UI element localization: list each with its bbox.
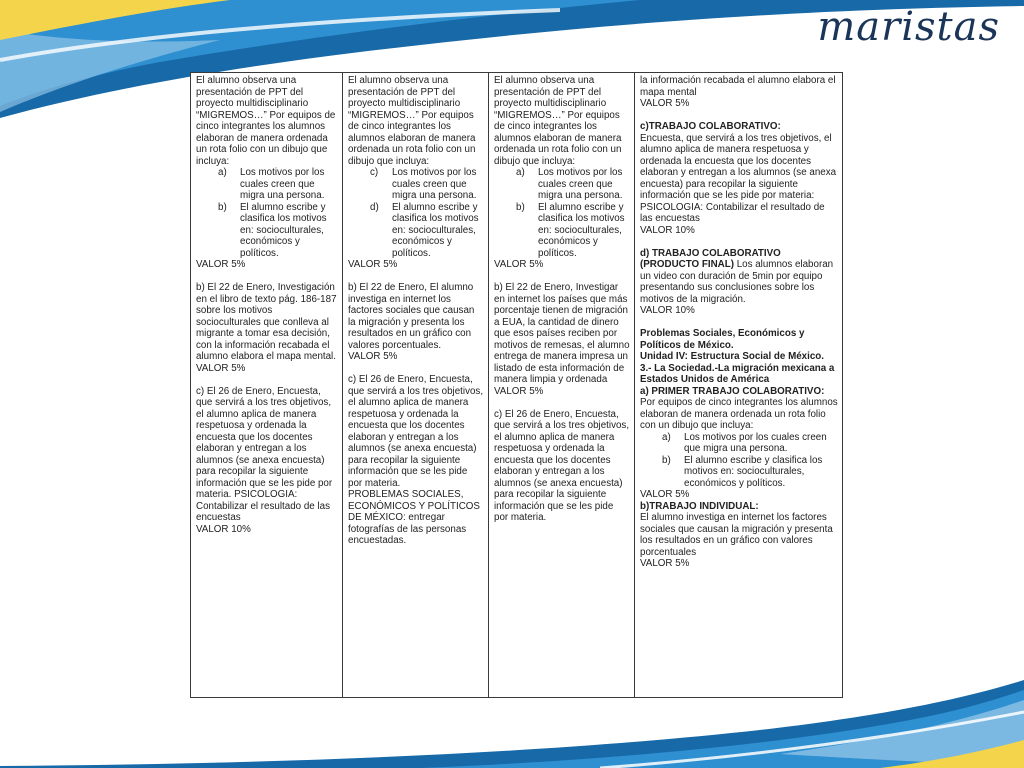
list-item-text: El alumno escribe y clasifica los motivos en: socioculturales, económicos y políticos. <box>684 454 823 489</box>
list-item-text: El alumno escribe y clasifica los motivos en: socioculturales, económicos y políticos. <box>240 201 327 259</box>
paragraph-b: b) El 22 de Enero, Investigación en el libro de texto pág. 186-187 sobre los motivos socioculturales que conlleva al migrante a tomar esa decisión, con la información recabada el alumno elabora el mapa mental. <box>196 282 337 362</box>
valor-text: VALOR 5% <box>348 351 398 362</box>
list-item <box>196 167 338 202</box>
list-item-text: Los motivos por los cuales creen que migra una persona. <box>684 431 827 454</box>
section-c-heading: c)TRABAJO COLABORATIVO: <box>640 121 781 132</box>
section-a <box>640 386 838 432</box>
subject-title: Problemas Sociales, Económicos y Políticos de México. <box>640 328 805 351</box>
list-item-text: Los motivos por los cuales creen que migra una persona. <box>240 167 325 201</box>
list-marker: b) <box>218 201 227 213</box>
cell-intro: El alumno observa una presentación de PPT del proyecto multidisciplinario “MIGREMOS…” Por equipos de cinco integrantes los alumnos elaboran de manera ordenada un rota folio con un dibujo que incluya: <box>196 75 336 167</box>
paragraph-d: PROBLEMAS SOCIALES, ECONÓMICOS Y POLÍTICOS DE MÉXICO: entregar fotografías de las personas encuestadas. <box>348 489 480 546</box>
paragraph-c: c) El 26 de Enero, Encuesta, que servirá a los tres objetivos, el alumno aplica de manera respetuosa y ordenada la encuesta que los docentes elaboran y entregan a los alumnos (se anexa encuesta) para recopilar la siguiente información que se les pide por materia. PSICOLOGIA: Contabilizar el resultado de las encuestas <box>196 385 333 523</box>
section-d <box>640 248 838 306</box>
list-marker: b) <box>662 454 671 466</box>
list <box>196 167 338 259</box>
table-cell-col1 <box>191 73 343 698</box>
valor-text: VALOR 5% <box>640 558 690 569</box>
brand-logo: maristas <box>817 4 1000 50</box>
section-b <box>640 501 838 559</box>
list-item <box>494 202 630 260</box>
paragraph-b: b) El 22 de Enero, El alumno investiga en internet los factores sociales que causan la migración y presenta los resultados en un gráfico con valores porcentuales. <box>348 282 475 351</box>
list <box>348 167 484 259</box>
unit-title: Unidad IV: Estructura Social de México. <box>640 351 825 362</box>
section-a-heading: a) PRIMER TRABAJO COLABORATIVO: <box>640 385 825 397</box>
list-item <box>640 432 838 455</box>
activities-table <box>190 72 843 698</box>
valor-text: VALOR 5% <box>640 98 690 109</box>
paragraph-c: c) El 26 de Enero, Encuesta, que servirá a los tres objetivos, el alumno aplica de manera respetuosa y ordenada la encuesta que los docentes elaboran y entregan a los alumnos (se anexa encuesta) para recopilar la siguiente información que se les pide por materia. <box>348 374 484 489</box>
section-c <box>640 121 838 225</box>
section-d-heading: d) TRABAJO COLABORATIVO (PRODUCTO FINAL) <box>640 247 781 270</box>
cell-intro: El alumno observa una presentación de PPT del proyecto multidisciplinario “MIGREMOS…” Por equipos de cinco integrantes los alumnos elaboran de manera ordenada un rota folio con un dibujo que incluya: <box>494 75 622 167</box>
table-cell-col4 <box>635 73 843 698</box>
list-item-text: Los motivos por los cuales creen que migra una persona. <box>538 167 623 201</box>
list <box>640 432 838 490</box>
valor-text: VALOR 5% <box>196 259 246 270</box>
section-d-body: Los alumnos elaboran un video con duración de 5min por equipo presentando sus conclusiones sobre los motivos de la migración. <box>640 259 834 305</box>
cell-intro: El alumno observa una presentación de PPT del proyecto multidisciplinario “MIGREMOS…” Por equipos de cinco integrantes los alumnos elaboran de manera ordenada un rota folio con un dibujo que incluya: <box>348 75 476 167</box>
cell-top-text: la información recabada el alumno elabora el mapa mental <box>640 75 836 98</box>
table-cell-col3 <box>489 73 635 698</box>
valor-text: VALOR 5% <box>494 259 544 270</box>
valor-text: VALOR 10% <box>196 523 251 535</box>
list-marker: d) <box>370 201 379 213</box>
valor-text: VALOR 5% <box>494 385 544 397</box>
list <box>494 167 630 259</box>
list-marker: b) <box>516 201 525 213</box>
paragraph-b: b) El 22 de Enero, Investigar en internet los países que más porcentaje tienen de migración a EUA, la cantidad de dinero que esos países reciben por motivos de remesas, el alumno entrega de manera impresa un listado de esta información de manera limpia y ordenada <box>494 282 630 385</box>
valor-text: VALOR 5% <box>196 362 246 374</box>
section-b-heading: b)TRABAJO INDIVIDUAL: <box>640 500 759 512</box>
valor-text: VALOR 10% <box>640 224 695 236</box>
section-c-body: Encuesta, que servirá a los tres objetivos, el alumno aplica de manera respetuosa y ordenada la encuesta que los docentes elaboran y entregan a los alumnos (se anexa encuesta) para recopilar la siguiente información que se les pide por materia: PSICOLOGIA: Contabilizar el resultado de las encuestas <box>640 132 837 224</box>
paragraph-c: c) El 26 de Enero, Encuesta, que servirá a los tres objetivos, el alumno aplica de manera respetuosa y ordenada la encuesta que los docentes elaboran y entregan a los alumnos (se anexa encuesta) para recopilar la siguiente información que se les pide por materia. <box>494 408 630 523</box>
list-item-text: El alumno escribe y clasifica los motivos en: socioculturales, económicos y políticos. <box>538 201 625 259</box>
section-a-body: Por equipos de cinco integrantes los alumnos elaboran de manera ordenada un rota folio con un dibujo que incluya: <box>640 397 838 431</box>
valor-text: VALOR 5% <box>348 259 398 270</box>
list-item-text: El alumno escribe y clasifica los motivos en: socioculturales, económicos y políticos. <box>392 201 479 259</box>
list-item <box>494 167 630 202</box>
valor-text: VALOR 5% <box>640 489 690 500</box>
list-marker: a) <box>662 431 671 443</box>
list-item <box>640 455 838 490</box>
topic-title: 3.- La Sociedad.-La migración mexicana a Estados Unidos de América <box>640 362 835 385</box>
table-cell-col2 <box>343 73 489 698</box>
list-marker: a) <box>218 167 227 178</box>
list-item <box>348 202 484 260</box>
table-row <box>191 73 843 698</box>
list-item-text: Los motivos por los cuales creen que migra una persona. <box>392 167 477 201</box>
list-marker: c) <box>370 167 379 178</box>
section-b-body: El alumno investiga en internet los factores sociales que causan la migración y presenta los resultados en un gráfico con valores porcentuales <box>640 512 833 558</box>
list-marker: a) <box>516 167 525 178</box>
valor-text: VALOR 10% <box>640 305 695 316</box>
list-item <box>196 202 338 260</box>
list-item <box>348 167 484 202</box>
